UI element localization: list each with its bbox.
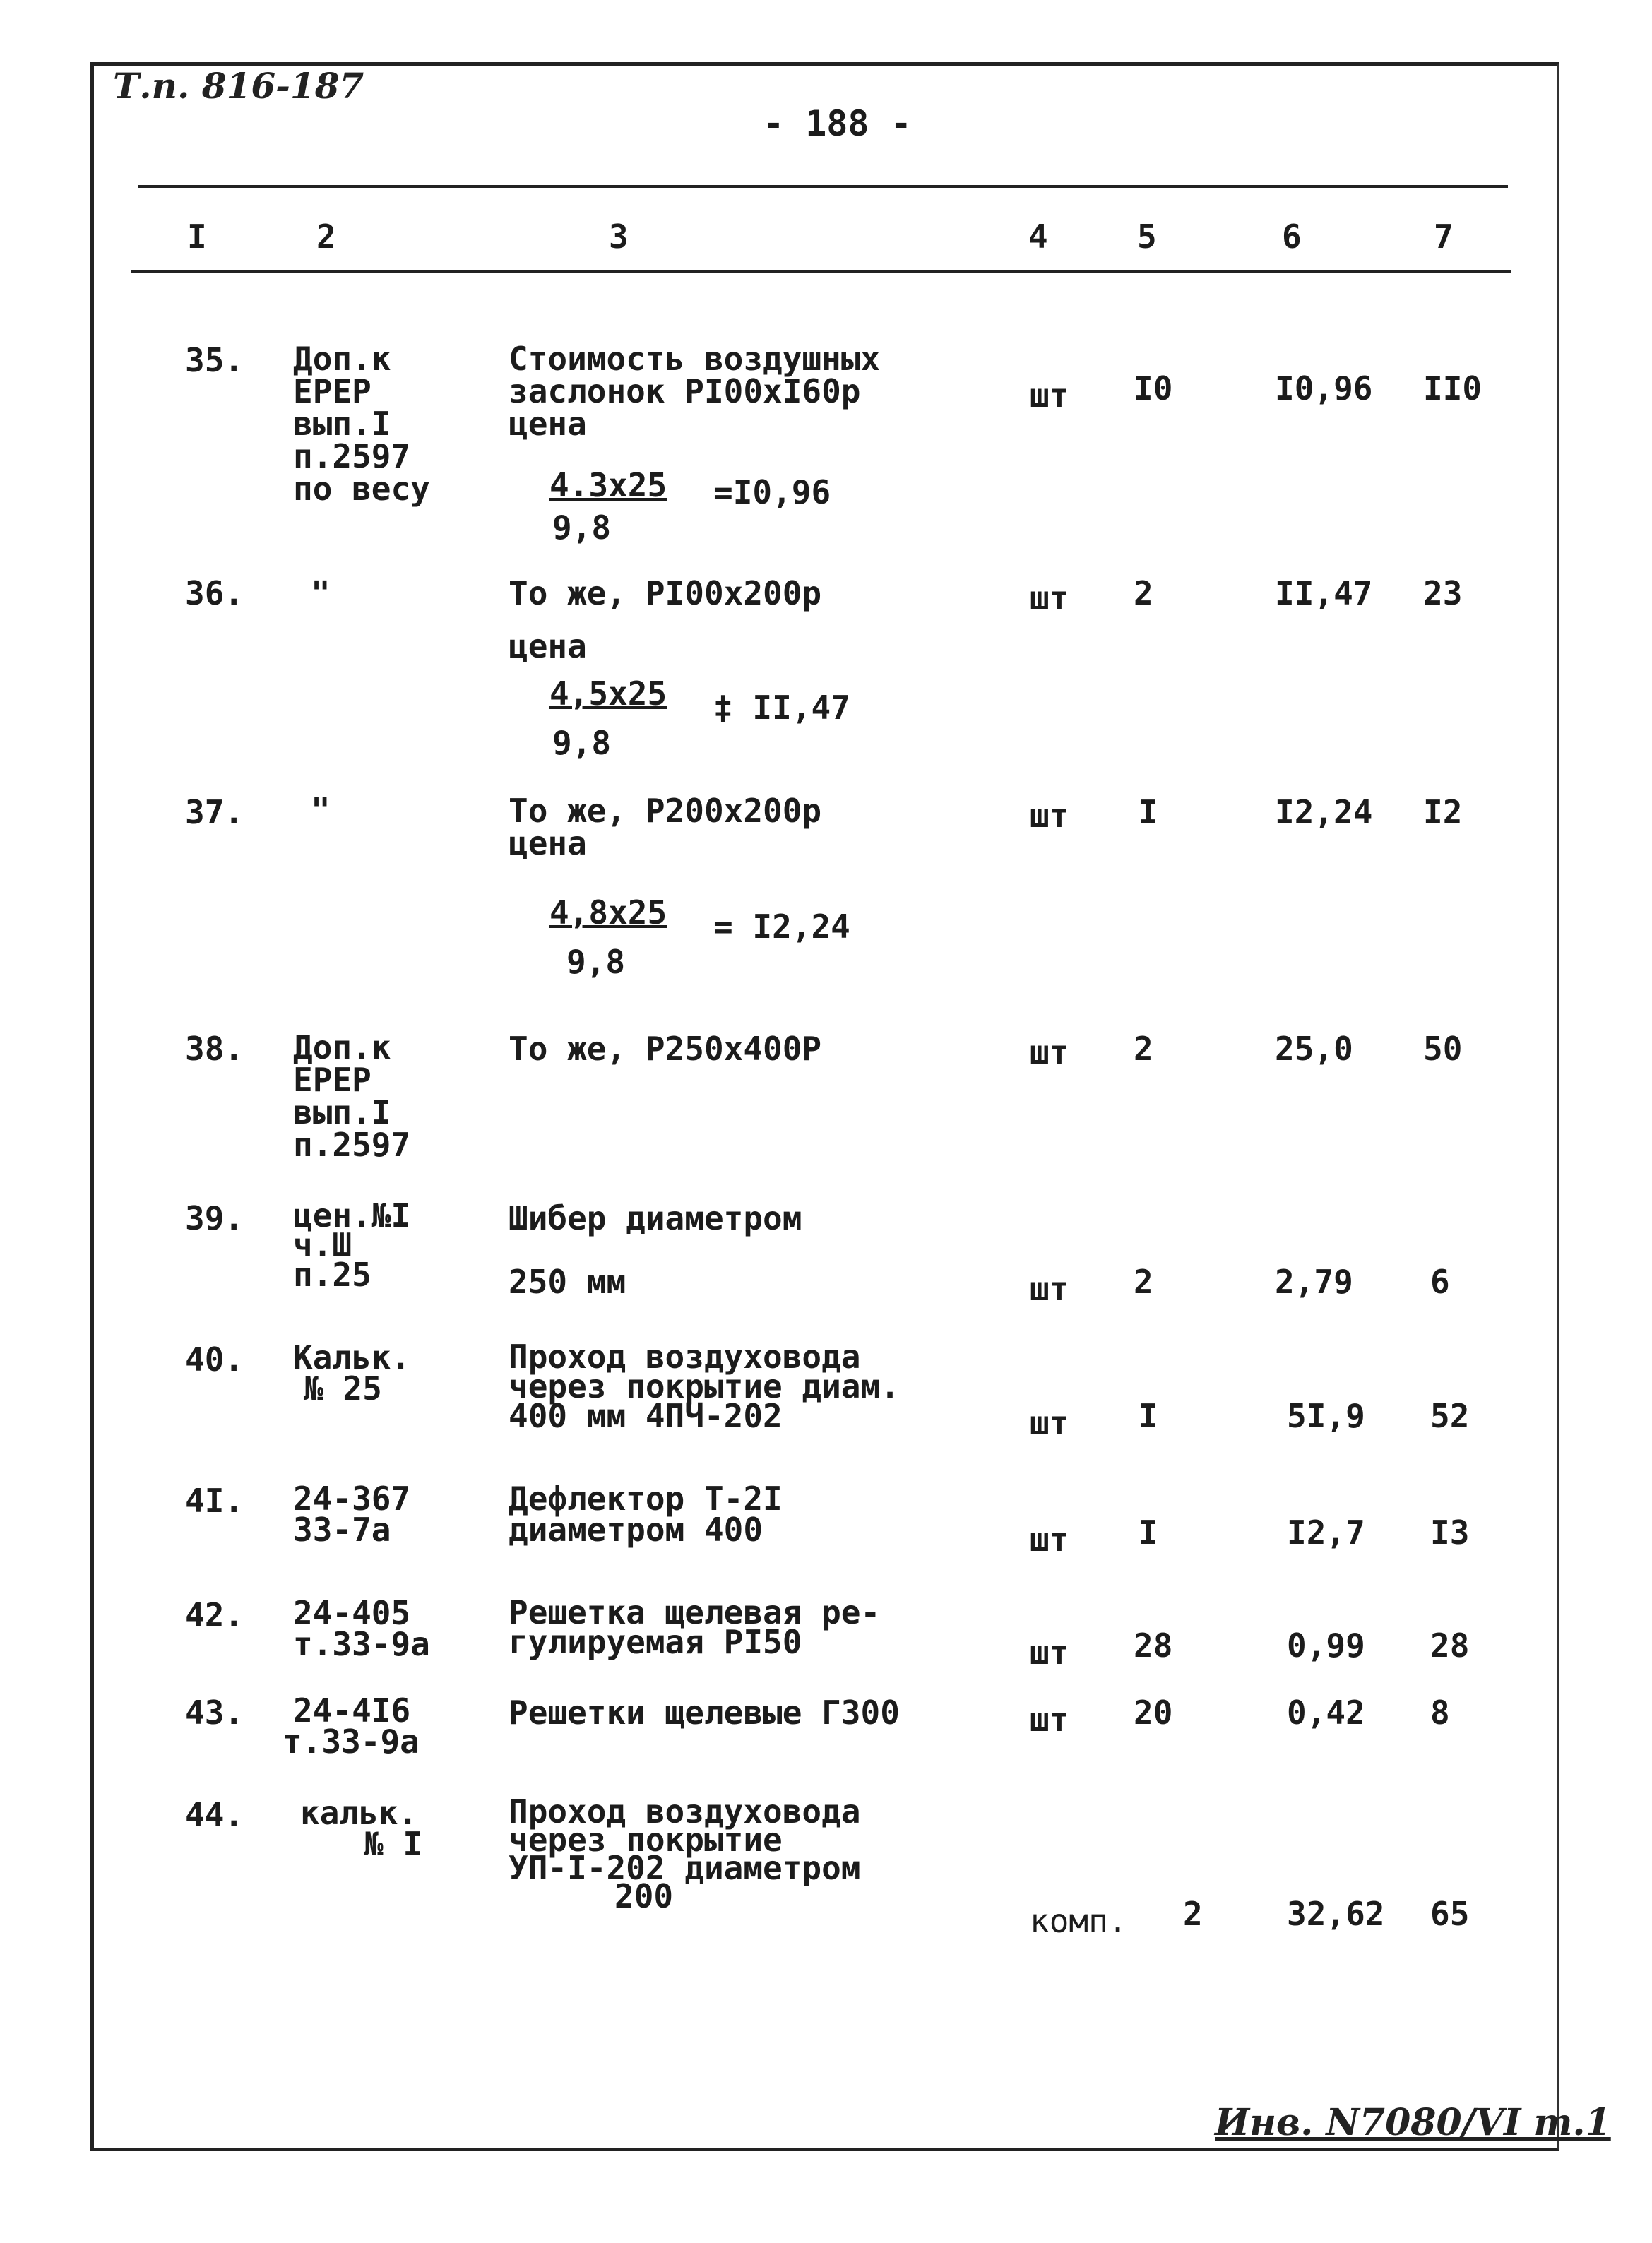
row-41-price: I2,7 xyxy=(1287,1513,1365,1552)
row-38-unit: шт xyxy=(1030,1033,1069,1071)
row-37-description: То же, P200x200p цена xyxy=(509,792,822,862)
row-43-reference: 24-4I6 т.33-9а xyxy=(283,1691,420,1761)
row-42-price: 0,99 xyxy=(1287,1626,1365,1665)
row-39-number: 39. xyxy=(185,1199,244,1237)
row-42-number: 42. xyxy=(185,1596,244,1634)
column-header-1: I xyxy=(187,218,207,256)
row-39-qty: 2 xyxy=(1134,1263,1153,1301)
row-40-unit: шт xyxy=(1030,1404,1069,1442)
header-rule-top xyxy=(138,185,1508,188)
column-header-7: 7 xyxy=(1434,218,1454,256)
row-36-calc-result: ‡ II,47 xyxy=(713,689,850,727)
row-35-description: Стоимость воздушных заслонок PI00xI60p цена xyxy=(509,340,881,443)
row-42-unit: шт xyxy=(1030,1634,1069,1672)
row-36-qty: 2 xyxy=(1134,574,1153,612)
row-36-reference: " xyxy=(311,574,331,612)
row-36-total: 23 xyxy=(1423,574,1463,612)
row-36-calc-numerator: 4,5x25 xyxy=(549,674,667,713)
row-41-number: 4I. xyxy=(185,1482,244,1520)
row-37-calc-denominator: 9,8 xyxy=(566,943,626,981)
row-35-qty: I0 xyxy=(1134,369,1173,407)
header-rule-bottom xyxy=(131,270,1511,273)
row-39-unit: шт xyxy=(1030,1270,1069,1308)
row-43-description: Решетки щелевые Г300 xyxy=(509,1694,900,1732)
row-38-description: То же, P250x400P xyxy=(509,1030,822,1068)
row-40-description: Проход воздуховода через покрытие диам. 400 мм 4ПЧ-202 xyxy=(509,1338,900,1435)
row-42-reference: 24-405 т.33-9а xyxy=(293,1594,430,1663)
row-37-price: I2,24 xyxy=(1275,793,1373,831)
row-40-qty: I xyxy=(1139,1397,1158,1435)
row-39-description-1: Шибер диаметром xyxy=(509,1199,802,1237)
row-35-price: I0,96 xyxy=(1275,369,1373,407)
row-40-total: 52 xyxy=(1430,1397,1470,1435)
row-38-number: 38. xyxy=(185,1030,244,1068)
column-header-6: 6 xyxy=(1282,218,1302,256)
row-37-calc-numerator: 4,8x25 xyxy=(549,893,667,932)
row-35-calc-result: =I0,96 xyxy=(713,473,831,511)
row-36-description-1: То же, PI00x200p xyxy=(509,574,822,612)
column-header-3: 3 xyxy=(609,218,629,256)
row-40-number: 40. xyxy=(185,1340,244,1379)
row-42-total: 28 xyxy=(1430,1626,1470,1665)
row-35-number: 35. xyxy=(185,341,244,379)
row-44-price: 32,62 xyxy=(1287,1895,1385,1933)
row-37-calc-result: = I2,24 xyxy=(713,908,850,946)
page-number: - 188 - xyxy=(763,103,912,144)
row-41-total: I3 xyxy=(1430,1513,1470,1552)
column-header-5: 5 xyxy=(1137,218,1157,256)
row-36-unit: шт xyxy=(1030,579,1069,617)
column-header-2: 2 xyxy=(316,218,336,256)
row-44-qty: 2 xyxy=(1183,1895,1203,1933)
row-43-price: 0,42 xyxy=(1287,1694,1365,1732)
row-36-calc-denominator: 9,8 xyxy=(552,724,612,762)
row-40-price: 5I,9 xyxy=(1287,1397,1365,1435)
row-43-total: 8 xyxy=(1430,1694,1450,1732)
row-38-reference: Доп.к ЕРЕР вып.I п.2597 xyxy=(293,1028,411,1164)
row-39-description-2: 250 мм xyxy=(509,1263,626,1301)
row-41-description: Дефлектор Т-2I диаметром 400 xyxy=(509,1480,783,1549)
row-37-unit: шт xyxy=(1030,797,1069,835)
row-38-total: 50 xyxy=(1423,1030,1463,1068)
row-44-total: 65 xyxy=(1430,1895,1470,1933)
handwritten-inventory-number: Инв. N7080/VI т.1 xyxy=(1215,2101,1611,2144)
row-37-reference: " xyxy=(311,791,331,829)
row-44-reference: кальк. № I xyxy=(300,1794,423,1863)
row-36-price: II,47 xyxy=(1275,574,1373,612)
row-39-reference: цен.№I ч.Ш п.25 xyxy=(293,1196,411,1294)
row-41-reference: 24-367 33-7а xyxy=(293,1480,411,1549)
row-39-price: 2,79 xyxy=(1275,1263,1353,1301)
row-35-reference: Доп.к ЕРЕР вып.I п.2597 по весу xyxy=(293,340,430,508)
row-41-unit: шт xyxy=(1030,1521,1069,1559)
row-36-description-2: цена xyxy=(509,627,587,665)
row-41-qty: I xyxy=(1139,1513,1158,1552)
row-35-total: II0 xyxy=(1423,369,1482,407)
row-35-calc-numerator: 4.3x25 xyxy=(549,466,667,504)
row-37-qty: I xyxy=(1139,793,1158,831)
column-header-4: 4 xyxy=(1028,218,1048,256)
row-38-qty: 2 xyxy=(1134,1030,1153,1068)
row-38-price: 25,0 xyxy=(1275,1030,1353,1068)
row-37-total: I2 xyxy=(1423,793,1463,831)
row-37-number: 37. xyxy=(185,793,244,831)
row-39-total: 6 xyxy=(1430,1263,1450,1301)
row-43-qty: 20 xyxy=(1134,1694,1173,1732)
row-44-description: Проход воздуховода через покрытие УП-I-202 диаметром 200 xyxy=(509,1792,861,1915)
handwritten-reference: Т.п. 816-187 xyxy=(113,65,364,107)
row-44-number: 44. xyxy=(185,1796,244,1834)
row-35-calc-denominator: 9,8 xyxy=(552,508,612,547)
row-36-number: 36. xyxy=(185,574,244,612)
row-40-reference: Кальк. № 25 xyxy=(293,1338,411,1408)
row-44-unit: комп. xyxy=(1030,1902,1128,1940)
row-43-number: 43. xyxy=(185,1694,244,1732)
row-42-description: Решетка щелевая ре- гулируемая PI50 xyxy=(509,1593,881,1661)
row-43-unit: шт xyxy=(1030,1701,1069,1739)
row-35-unit: шт xyxy=(1030,376,1069,415)
row-42-qty: 28 xyxy=(1134,1626,1173,1665)
